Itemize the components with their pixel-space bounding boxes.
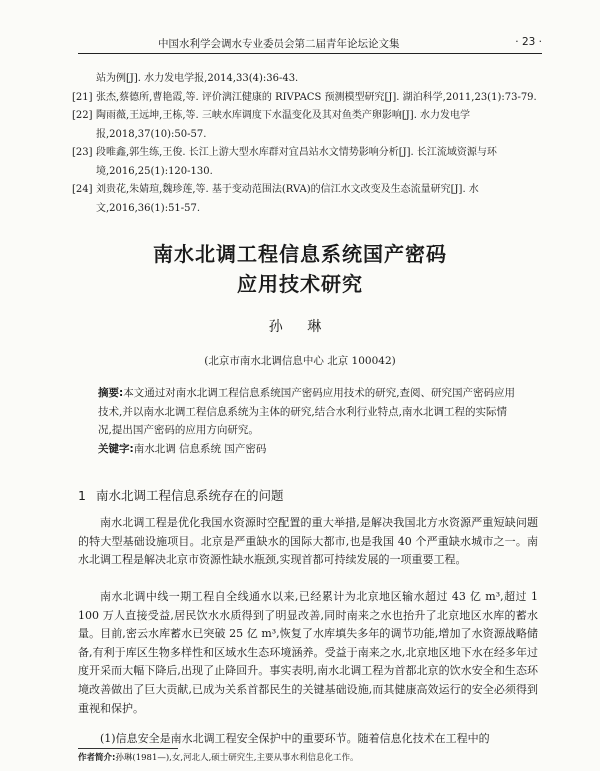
reference-item xyxy=(72,144,538,181)
author-affiliation: (北京市南水北调信息中心 北京 100042) xyxy=(204,355,396,367)
footnote-rule xyxy=(78,748,178,749)
keywords xyxy=(98,440,518,459)
reference-list xyxy=(72,70,538,218)
section-title: 南水北调工程信息系统存在的问题 xyxy=(95,488,284,503)
keywords-text: 南水北调 信息系统 国产密码 xyxy=(133,442,267,455)
abstract-label: 摘要: xyxy=(98,387,124,399)
author-footnote xyxy=(78,751,358,763)
keywords-label: 关键字: xyxy=(98,442,134,455)
body-paragraph xyxy=(78,514,538,570)
reference-text: 陶雨薇,王远坤,王栋,等. 三峡水库调度下水温变化及其对鱼类产卵影响[J]. 水力发电学报,2018,37(10):50-57. xyxy=(96,110,471,140)
reference-text: 站为例[J]. 水力发电学报,2014,33(4):36-43. xyxy=(96,73,299,84)
body-paragraph xyxy=(78,588,538,718)
reference-item xyxy=(72,89,538,108)
footnote-text: 孙琳(1981—),女,河北人,硕士研究生,主要从事水利信息化工作。 xyxy=(115,753,359,763)
section-number: 1 xyxy=(78,488,86,503)
abstract xyxy=(98,384,518,458)
reference-item xyxy=(72,107,538,144)
reference-number: [23] xyxy=(72,147,93,158)
reference-number: [24] xyxy=(72,184,93,195)
abstract-body xyxy=(98,384,518,440)
journal-title: 中国水利学会调水专业委员会第二届青年论坛论文集 xyxy=(158,38,400,50)
paper-title-line-2: 应用技术研究 xyxy=(237,272,363,296)
reference-item xyxy=(72,181,538,218)
author-name: 孙 琳 xyxy=(268,319,332,335)
footnote-label: 作者简介: xyxy=(78,753,116,763)
section-heading xyxy=(78,486,283,504)
paragraph-text: 南水北调中线一期工程自全线通水以来,已经累计为北京地区输水超过 43 亿 m³,超过 1 100 万人直接受益,居民饮水水质得到了明显改善,同时南来之水也抬升了北京地区水库的蓄水量。目前,密云水库蓄水已突破 25 亿 m³,恢复了水库填失多年的调节功能,增加了水资源战略储备,有利于库区生物多样性和区域水生态环境涵养。受益于南来之水,北京地区地下水在经多年过度开采而大幅下降后,出现了止降回升。事实表明,南水北调工程为首都北京的饮水安全和生态环境改善做出了巨大贡献,已成为关系首都民生的关键基础设施,而其健康高效运行的安全必须得到重视和保护。 xyxy=(78,590,538,715)
reference-item xyxy=(78,70,538,89)
reference-number: [21] xyxy=(72,91,93,103)
body-paragraph xyxy=(78,730,538,749)
reference-number: [22] xyxy=(72,110,93,121)
reference-text: 刘贵花,朱婧瑄,魏珍莲,等. 基于变动范围法(RVA)的信江水文改变及生态流量研究[J]. 水文,2016,36(1):51-57. xyxy=(96,184,479,214)
paper-title-line-1: 南水北调工程信息系统国产密码 xyxy=(153,242,447,266)
abstract-text: 本文通过对南水北调工程信息系统国产密码应用技术的研究,查阅、研究国产密码应用技术,并以南水北调工程信息系统为主体的研究,结合水利行业特点,南水北调工程的实际情况,提出国产密码的应用方向研究。 xyxy=(98,387,516,436)
paragraph-text: (1)信息安全是南水北调工程安全保护中的重要环节。随着信息化技术在工程中的 xyxy=(100,732,490,745)
header-rule xyxy=(78,53,542,54)
paragraph-text: 南水北调工程是优化我国水资源时空配置的重大举措,是解决我国北方水资源严重短缺问题的特大型基础设施项目。北京是严重缺水的国际大都市,也是我国 40 个严重缺水城市之一。南水北调工程是解决北京市资源性缺水瓶颈,实现首都可持续发展的一项重要工程。 xyxy=(78,516,538,567)
page-number: · 23 · xyxy=(515,36,542,48)
reference-text: 张杰,蔡德所,曹艳霞,等. 评价漓江健康的 RIVPACS 预测模型研究[J]. 湖泊科学,2011,23(1):73-79. xyxy=(96,91,537,103)
reference-text: 段唯鑫,郭生练,王俊. 长江上游大型水库群对宜昌站水文情势影响分析[J]. 长江流域资源与环境,2016,25(1):120-130. xyxy=(96,147,497,177)
